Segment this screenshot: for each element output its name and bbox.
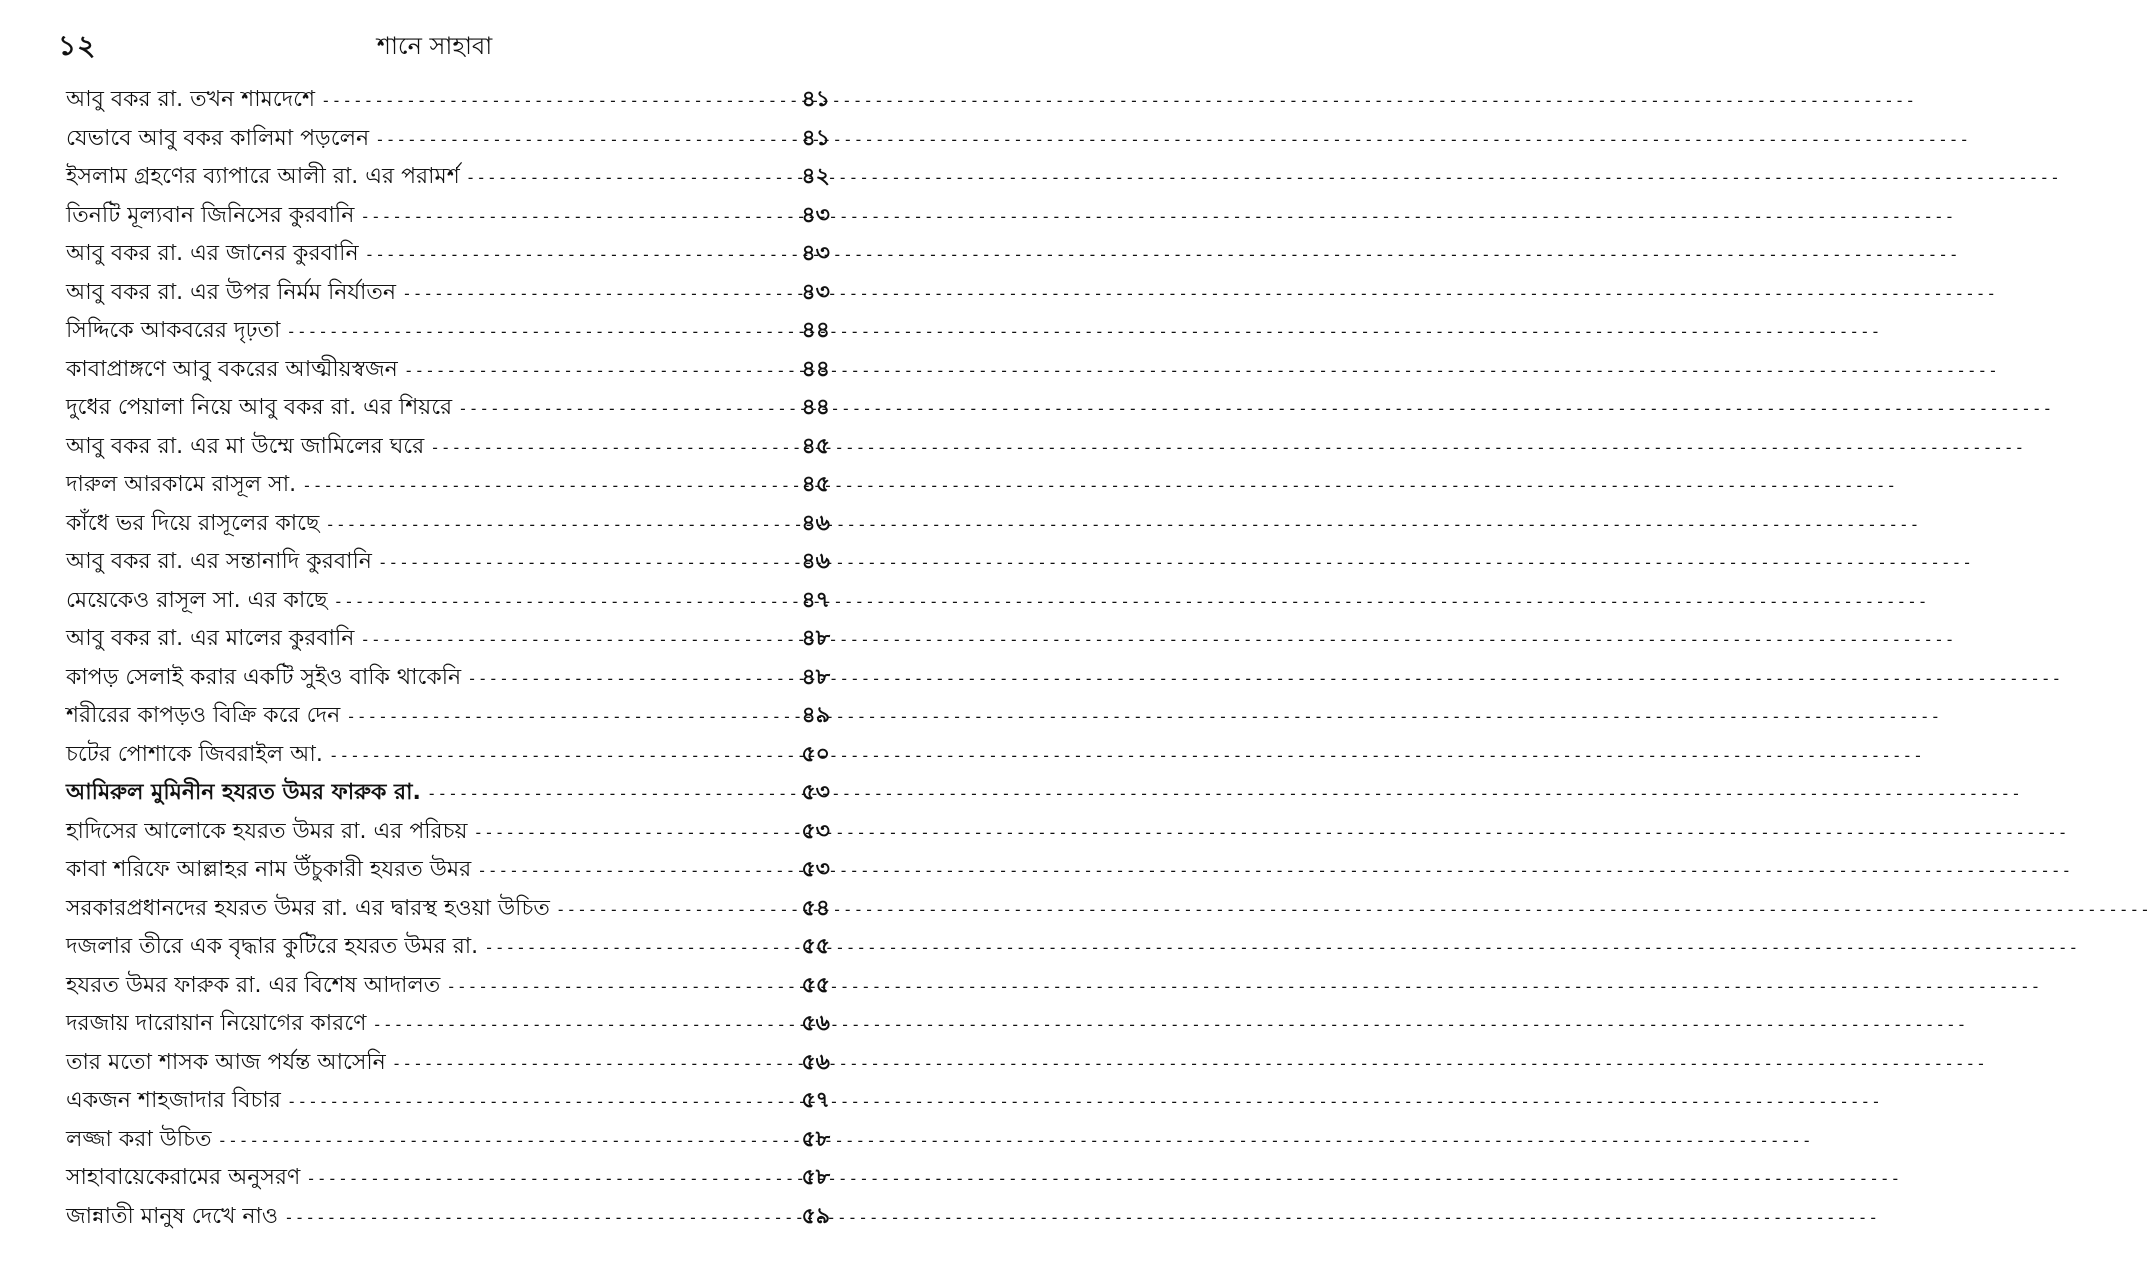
toc-entry xyxy=(66,236,830,275)
toc-entry-title: কাঁধে ভর দিয়ে রাসূলের কাছে xyxy=(66,510,320,536)
book-page xyxy=(0,0,869,1267)
toc-dash-leader xyxy=(466,168,784,187)
toc-dash-leader xyxy=(321,91,784,110)
toc-entry-page-number: ৫০ xyxy=(801,741,830,767)
toc-entry-page-number: ৫৩ xyxy=(801,818,830,844)
toc-dash-leader xyxy=(346,707,784,726)
toc-entry-title: জান্নাতী মানুষ দেখে নাও xyxy=(66,1203,279,1229)
toc-entry-page-number: ৪৬ xyxy=(801,549,830,574)
toc-dash-leader xyxy=(284,1208,784,1227)
toc-entry xyxy=(66,852,830,891)
toc-entry xyxy=(66,198,830,237)
toc-entry xyxy=(66,775,830,814)
toc-entry-title: চটের পোশাকে জিবরাইল আ. xyxy=(66,741,323,767)
toc-dash-leader xyxy=(402,284,784,303)
toc-entry-page-number: ৫৩ xyxy=(801,857,830,882)
toc-entry-page-number: ৪৯ xyxy=(801,703,830,728)
toc-entry-page-number: ৪৭ xyxy=(801,587,830,613)
toc-entry-title: আবু বকর রা. এর মালের কুরবানি xyxy=(66,626,355,651)
toc-entry-title: কাপড় সেলাই করার একটি সুইও বাকি থাকেনি xyxy=(66,664,462,690)
toc-entry-title: আবু বকর রা. তখন শামদেশে xyxy=(66,87,316,112)
toc-entry-page-number: ৫৮ xyxy=(801,1165,830,1190)
toc-dash-leader xyxy=(467,669,784,688)
toc-entry-title: সরকারপ্রধানদের হযরত উমর রা. এর দ্বারস্থ হওয়া উচিত xyxy=(66,895,550,921)
toc-entry-title: শরীরের কাপড়ও বিক্রি করে দেন xyxy=(66,703,341,728)
toc-entry-page-number: ৪৪ xyxy=(801,318,830,343)
toc-entry-page-number: ৪৪ xyxy=(801,356,830,382)
toc-entry-title: ইসলাম গ্রহণের ব্যাপারে আলী রা. এর পরামর্শ xyxy=(66,164,460,189)
toc-entry-page-number: ৪৩ xyxy=(801,241,830,266)
toc-entry-title: যেভাবে আবু বকর কালিমা পড়লেন xyxy=(66,125,370,151)
toc-dash-leader xyxy=(302,476,784,495)
toc-dash-leader xyxy=(365,245,784,264)
toc-entry xyxy=(66,313,830,352)
toc-entry xyxy=(66,1160,830,1199)
toc-entry-page-number: ৫৯ xyxy=(801,1203,830,1229)
toc-entry-title: দারুল আরকামে রাসূল সা. xyxy=(66,472,297,497)
toc-entry xyxy=(66,929,830,968)
toc-entry-page-number: ৪৩ xyxy=(801,279,830,305)
toc-entry-title: তিনটি মূল্যবান জিনিসের কুরবানি xyxy=(66,202,355,228)
toc-dash-leader xyxy=(287,1092,784,1111)
toc-entry xyxy=(66,275,830,314)
toc-entry-page-number: ৪৫ xyxy=(801,433,830,459)
toc-entry-page-number: ৪৬ xyxy=(801,510,830,536)
toc-entry-title: কাবাপ্রাঙ্গণে আবু বকরের আত্মীয়স্বজন xyxy=(66,356,398,382)
toc-dash-leader xyxy=(375,130,784,149)
toc-entry-page-number: ৫৮ xyxy=(801,1126,830,1152)
toc-entry-page-number: ৫৬ xyxy=(801,1011,830,1036)
toc-entry-title: হযরত উমর ফারুক রা. এর বিশেষ আদালত xyxy=(66,972,441,998)
toc-dash-leader xyxy=(430,438,784,457)
toc-entry-title: আবু বকর রা. এর উপর নির্মম নির্যাতন xyxy=(66,279,397,305)
toc-entry xyxy=(66,390,830,429)
toc-entry xyxy=(66,698,830,737)
toc-entry xyxy=(66,467,830,506)
toc-entry xyxy=(66,1122,830,1161)
toc-entry-page-number: ৪৮ xyxy=(801,626,830,651)
toc-dash-leader xyxy=(556,900,784,919)
toc-dash-leader xyxy=(378,553,784,572)
running-title: শানে সাহাবা xyxy=(376,32,493,60)
toc-dash-leader xyxy=(484,938,784,957)
toc-entry xyxy=(66,544,830,583)
toc-entry-page-number: ৪৮ xyxy=(801,664,830,690)
toc-entry-title: আবু বকর রা. এর মা উম্মে জামিলের ঘরে xyxy=(66,433,425,459)
page-number: ১২ xyxy=(58,29,97,62)
toc-entry-title: আবু বকর রা. এর সন্তানাদি কুরবানি xyxy=(66,549,372,574)
toc-entry-title: মেয়েকেও রাসূল সা. এর কাছে xyxy=(66,587,328,613)
toc-entry-page-number: ৫৫ xyxy=(801,934,830,959)
toc-entry-title: আমিরুল মুমিনীন হযরত উমর ফারুক রা. xyxy=(66,780,421,805)
toc-dash-leader xyxy=(325,515,784,534)
toc-entry-page-number: ৪৪ xyxy=(801,395,830,420)
toc-dash-leader xyxy=(446,977,784,996)
toc-entry-title: সাহাবায়েকেরামের অনুসরণ xyxy=(66,1165,301,1190)
toc-entry-title: দজলার তীরে এক বৃদ্ধার কুটিরে হযরত উমর রা. xyxy=(66,934,479,959)
toc-entry xyxy=(66,506,830,545)
toc-dash-leader xyxy=(329,746,784,765)
toc-entry xyxy=(66,891,830,930)
toc-entry-title: তার মতো শাসক আজ পর্যন্ত আসেনি xyxy=(66,1049,386,1075)
toc-entry-page-number: ৫৭ xyxy=(801,1088,830,1113)
toc-dash-leader xyxy=(360,207,784,226)
toc-dash-leader xyxy=(477,861,784,880)
toc-entry-title: একজন শাহজাদার বিচার xyxy=(66,1088,281,1113)
toc-entry-page-number: ৪১ xyxy=(801,87,830,112)
toc-entry xyxy=(66,583,830,622)
toc-entry xyxy=(66,82,830,121)
toc-entry-title: আবু বকর রা. এর জানের কুরবানি xyxy=(66,241,359,266)
toc-entry-title: হাদিসের আলোকে হযরত উমর রা. এর পরিচয় xyxy=(66,818,468,844)
toc-entry xyxy=(66,1083,830,1122)
toc-entry xyxy=(66,1045,830,1084)
toc-entry-page-number: ৫৫ xyxy=(801,972,830,998)
toc-dash-leader xyxy=(333,592,784,611)
toc-entry xyxy=(66,621,830,660)
toc-entry-page-number: ৫৩ xyxy=(801,780,830,805)
toc-entry-title: কাবা শরিফে আল্লাহর নাম উঁচুকারী হযরত উমর xyxy=(66,857,472,882)
toc-entry-title: লজ্জা করা উচিত xyxy=(66,1126,212,1152)
toc-entry xyxy=(66,968,830,1007)
toc-entry xyxy=(66,352,830,391)
toc-entry xyxy=(66,429,830,468)
toc-entry-page-number: ৪২ xyxy=(801,164,830,189)
toc-dash-leader xyxy=(372,1015,784,1034)
table-of-contents xyxy=(66,82,830,1237)
toc-dash-leader xyxy=(218,1131,784,1150)
toc-entry xyxy=(66,814,830,853)
toc-dash-leader xyxy=(474,823,785,842)
toc-entry xyxy=(66,1006,830,1045)
toc-dash-leader xyxy=(427,784,784,803)
toc-dash-leader xyxy=(392,1054,784,1073)
toc-entry-title: সিদ্দিকে আকবরের দৃঢ়তা xyxy=(66,318,281,343)
toc-dash-leader xyxy=(360,630,784,649)
toc-entry xyxy=(66,660,830,699)
toc-entry xyxy=(66,121,830,160)
toc-dash-leader xyxy=(458,399,784,418)
toc-dash-leader xyxy=(286,322,784,341)
toc-entry-page-number: ৪৩ xyxy=(801,202,830,228)
toc-dash-leader xyxy=(404,361,784,380)
toc-entry-title: দরজায় দারোয়ান নিয়োগের কারণে xyxy=(66,1011,367,1036)
toc-entry-title: দুধের পেয়ালা নিয়ে আবু বকর রা. এর শিয়রে xyxy=(66,395,453,420)
toc-entry xyxy=(66,1199,830,1238)
toc-entry-page-number: ৪৫ xyxy=(801,472,830,497)
toc-dash-leader xyxy=(306,1169,784,1188)
toc-entry xyxy=(66,737,830,776)
toc-entry-page-number: ৪১ xyxy=(801,125,830,151)
toc-entry-page-number: ৫৬ xyxy=(801,1049,830,1075)
toc-entry xyxy=(66,159,830,198)
toc-entry-page-number: ৫৪ xyxy=(801,895,830,921)
